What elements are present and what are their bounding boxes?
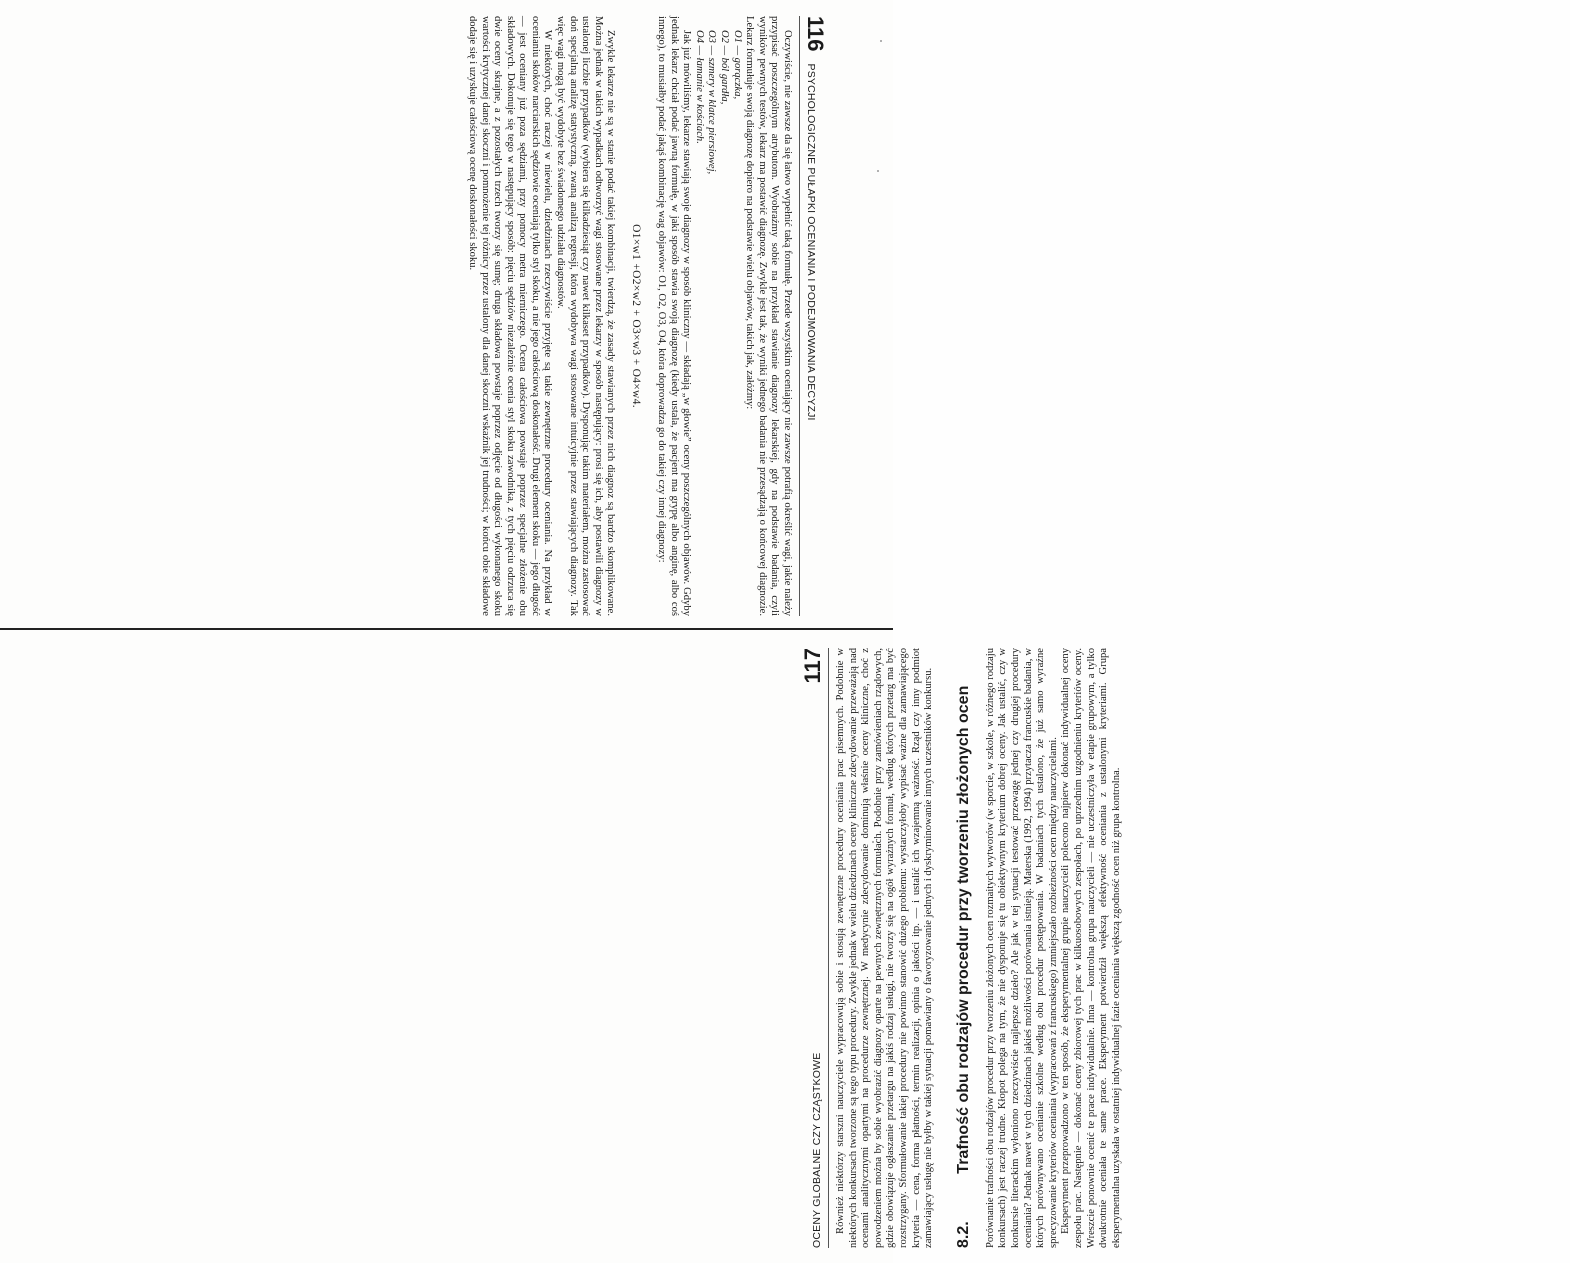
section-title: Trafność obu rodzajów procedur przy tworzeniu złożonych ocen xyxy=(954,685,972,1174)
right-page-content xyxy=(800,638,1570,1258)
list-item: O4 — łamanie w kościach. xyxy=(693,30,705,144)
paragraph: Zwykle lekarze nie są w stanie podać takiej kombinacji, twierdzą, że zasady stawianych przez nich diagnoz są bardzo skomplikowane. Można jednak w takich wypadkach odtworzyć wagi stosowane przez lekarzy w sposób następujący: prosi się ich, aby postawili diagnozy w ustalonej liczbie przypadków (wybiera się kilkadziesiąt czy nawet kilkaset przypadków). Dysponując takim materiałem, można zastosować doń specjalną analizę statystyczną, zwaną analizą regresji, która wydobywa wagi stosowane intuicyjnie przez stawiających diagnozy. Tak więc wagi mogą być wydobyte bez świadomego udziału diagnostów. xyxy=(555,16,617,616)
paragraph: Eksperyment przeprowadzono w ten sposób, że eksperymentalnej grupie nauczycieli polecono najpierw dokonać indywidualnej oceny zespołu prac. Następnie — dokonać oceny zbiorowej tych prac w kilkuosobowych zespołach, po uprzednim uzgodnieniu kryteriów oceny. Wreszcie ponownie ocenić te prace indywidualnie. Inna — kontrolna grupa nauczycieli — nie uczestniczyła w etapie grupowym, a tylko dwukrotnie oceniała te same prace. Eksperyment potwierdził większą efektywność oceniania z ustalonymi kryteriami. Grupa eksperymentalna uzyskała w ostatniej indywidualnej fazie oceniania większą zgodność ocen niż grupa kontrolna. xyxy=(1060,648,1122,1248)
list-item: O2 — ból gardła, xyxy=(719,30,731,105)
left-page-content xyxy=(58,6,828,626)
left-running-head xyxy=(799,16,828,616)
paragraph: Oczywiście, nie zawsze da się łatwo wypełnić taką formułę. Przede wszystkim oceniający nie zawsze potrafią określić wagi, jakie należy przypisać poszczególnym atrybutom. Wyobraźmy sobie na przykład stawianie diagnozy lekarskiej, gdy na podstawie badania, czyli wyników pewnych testów, lekarz ma postawić diagnozę. Zwykle jest tak, że wyniki jednego badania nie przesądzają o końcowej diagnozie. Lekarz formułuje swoją diagnozę dopiero na podstawie wielu objawów, takich jak, załóżmy: xyxy=(744,16,793,616)
formula: O1×w1 +O2×w2 + O3×w3 + O4×w4. xyxy=(630,224,643,408)
scan-speck xyxy=(880,40,882,42)
section-heading xyxy=(954,648,973,1248)
paragraph: Również niektórzy starszni nauczyciele wypracowują sobie i stosują zewnętrzne procedury oceniania prac pisemnych. Podobnie w niektórych konkursach tworzone są tego typu procedury. Zwykle jednak w wielu dziedzinach oceny kliniczne zdecydowanie przeważają nad ocenami analitycznymi opartymi na procedurze zewnętrznej. W medycynie zdecydowanie dominują właśnie oceny kliniczne, choć z powodzeniem można by sobie wyobrazić diagnozy oparte na pewnych zewnętrznych formułach. Podobnie przy zamówieniach rządowych, gdzie obowiązuje ogłaszanie przetargu na jakiś rodzaj usługi, nie tworzy się na ogół wyrażnych formuł, według których przetarg ma być rozstrzygany. Sformułowanie takiej procedury nie powinno stanowić dużego problemu: wystarczyłoby wypisać ważne dla zamawiającego kryteria — cena, forma płatności, termin realizacji, opinia o jakości itp. — i ustalić ich wzajemną ważność. Rząd czy inny podmiot zamawiający usługę nie byłby w takiej sytuacji pomawiany o faworyzowanie jednych i dyskryminowanie innych uczestników konkursu. xyxy=(835,648,935,1248)
list-item: O3 — szmery w klatce piersiowej, xyxy=(706,30,718,175)
page-number: 117 xyxy=(800,648,825,684)
running-title: PSYCHOLOGICZNE PUŁAPKI OCENIANIA I PODEJMOWANIA DECYZJI xyxy=(805,63,817,421)
list-item: O1 — gorączka, xyxy=(731,30,743,100)
left-page xyxy=(0,0,893,632)
symptom-list xyxy=(692,16,742,616)
paragraph: W niektórych, choć raczej w niewielu, dziedzinach rzeczywiście przyjęte są takie zewnętrzne procedury oceniania. Na przykład w ocenianiu skoków narciarskich sędziowie oceniają tylko styl skoku, a nie jego całościową doskonałość. Drugi element skoku — jego długość — jest oceniany już poza sędziami, przy pomocy metra mierniczego. Ocena całościowa powstaje poprzez specjalne złożenie obu składowych. Dokonuje się tego w następujący sposób: pięciu sędziów niezależnie ocenia styl skoku zawodnika, z tych pięciu odrzuca się dwie oceny skrajne, a z pozostałych trzech tworzy się sumę; druga składowa powstaje poprzez odjęcie od długości wykonanego skoku wartości krytycznej danej skoczni i pomnożenie tej różnicy przez ustalony dla danej skoczni wskaźnik jej trudności; w końcu obie składowe dodaje się i uzyskuje całościową ocenę doskonałości skoku. xyxy=(466,16,554,616)
page-number: 116 xyxy=(803,16,828,52)
running-title: OCENY GLOBALNE CZY CZĄSTKOWE xyxy=(811,1052,823,1248)
page-divider xyxy=(0,628,893,630)
section-number: 8.2. xyxy=(954,1221,972,1248)
right-running-head xyxy=(800,648,829,1248)
scan-speck xyxy=(877,170,879,172)
paragraph: Jak już mówiliśmy, lekarze stawiają swoje diagnozy w sposób kliniczny — składają „w głowie” oceny poszczególnych objawów. Gdyby jednak lekarz chciał podać jawną formułę, w jaki sposób stawia swoją diagnozę (kiedy ustala, że pacjent ma grypę albo anginę, albo coś innego), to musiałby podać jakąś kombinację wag objawów: O1, O2, O3, O4, która doprowadza go do takiej czy innej diagnozy: xyxy=(656,16,693,616)
paragraph: Porównanie trafności obu rodzajów procedur przy tworzeniu złożonych ocen rozmaitych wytworów (w sporcie, w szkole, w różnego rodzaju konkursach) jest raczej trudne. Kłopot polega na tym, że nie dysponuje się tu obiektywnym kryterium dobrej oceny. Jak ustalić, czy w konkursie literackim wyłoniono rzeczywiście najlepsze dzieło? Ale jak w tej sytuacji testować przewagę jednej czy drugiej procedury oceniania? Jednak nawet w tych dziedzinach jakieś możliwości porównania istnieją. Materska (1992, 1994) przytacza francuskie badania, w których porównywano ocenianie szkolne według obu procedur postępowania. W badaniach tych ustalono, że już samo wyraźne sprecyzowanie kryteriów oceniania (wypracowań z francuskiego) zmniejszało rozbieżności ocen między nauczycielami. xyxy=(984,648,1059,1248)
right-page xyxy=(0,631,1122,1263)
